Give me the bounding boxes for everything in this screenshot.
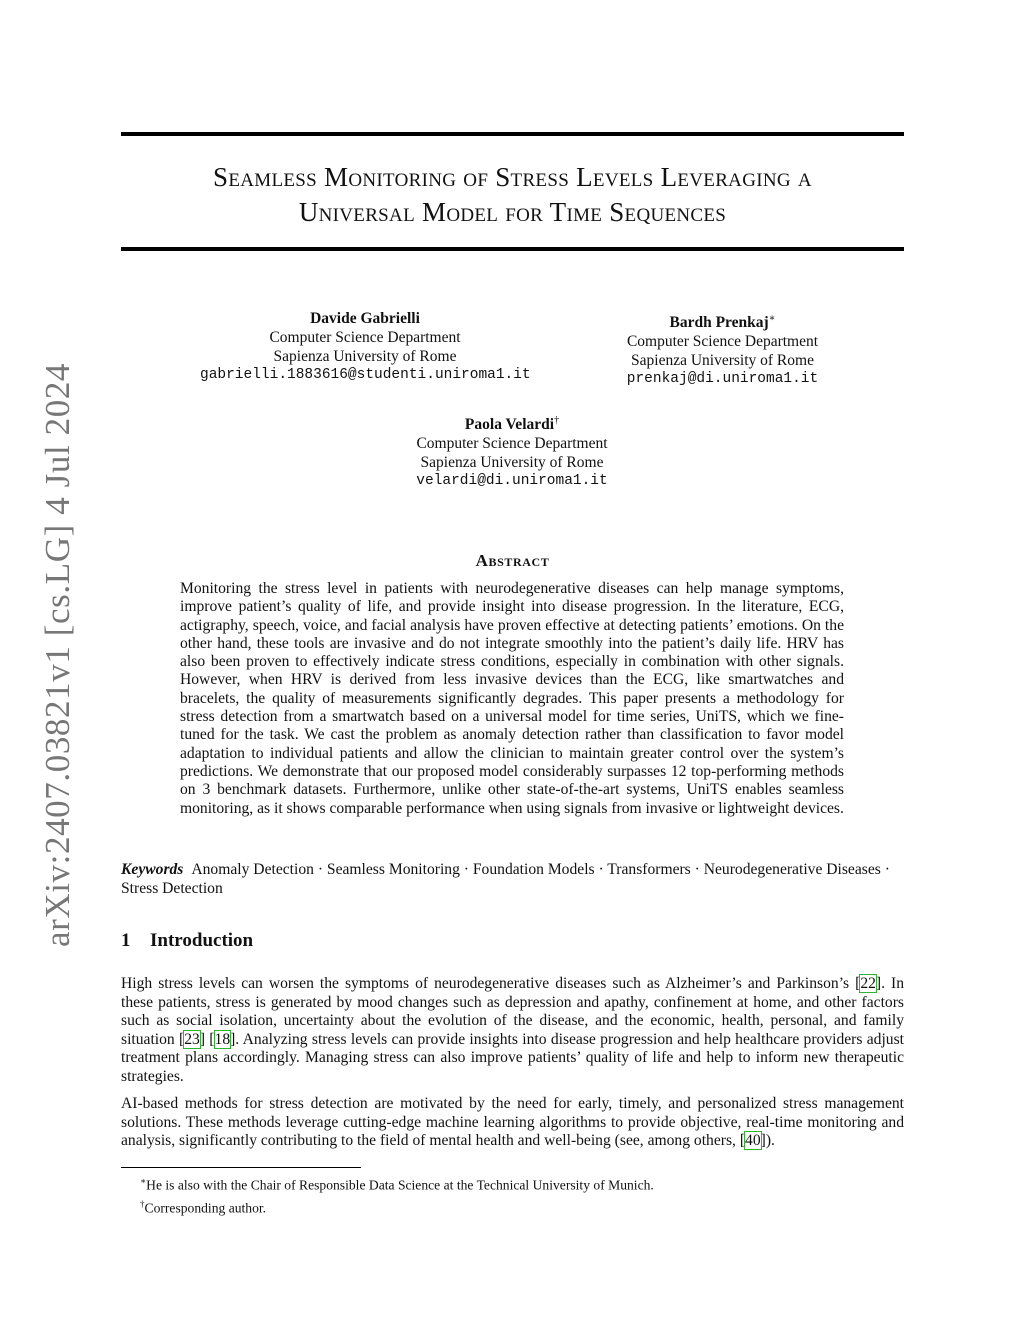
intro-paragraph-1: High stress levels can worsen the symptoms of neurodegenerative diseases such as Alzheimer’s and Parkinson’s [22]. In these patients, stress is generated by mood changes such as depression and apathy, confinement at home, and other factors such as social isolation, uncertainty about the evolution of the disease, and the economic, health, personal, and family situation [23] [18]. Analyzing stress levels can provide insights into disease progression and help healthcare providers adjust treatment plans accordingly. Managing stress can also improve patients’ quality of life and help to inform new therapeutic strategies. [121,975,905,1085]
title-line-1: Seamless Monitoring of Stress Levels Leveraging a [213,162,812,192]
section-title: Introduction [150,930,254,951]
citation-link[interactable]: 22 [860,975,876,992]
author-department: Computer Science Department [626,333,819,351]
citation-link[interactable]: 40 [745,1132,761,1150]
abstract-heading: Abstract [475,551,550,570]
arxiv-identifier: arXiv:2407.03821v1 [cs.LG] 4 Jul 2024 [38,362,77,948]
author-email[interactable]: gabrielli.1883616@studenti.uniroma1.it [200,367,531,383]
keywords-text: Anomaly Detection · Seamless Monitoring · Foundation Models · Transformers · Neurodegenerative Diseases · Stress Detection [121,861,890,897]
author-footnote-mark: ∗ [768,313,776,324]
author-name: Bardh Prenkaj∗ [669,313,776,332]
keywords-label: Keywords [121,861,184,878]
author-name: Davide Gabrielli [310,310,420,327]
author-university: Sapienza University of Rome [631,352,814,370]
citation-link[interactable]: 18 [214,1030,231,1048]
footnote: †Corresponding author. [140,1198,267,1216]
title-line-2: Universal Model for Time Sequences [298,197,727,227]
footnote-mark: ∗ [140,1176,147,1186]
author-footnote-mark: † [554,415,560,426]
author-university: Sapienza University of Rome [420,454,604,472]
title-bottom-rule [121,247,904,251]
author-email[interactable]: prenkaj@di.uniroma1.it [626,371,819,388]
section-number: 1 [121,930,131,951]
paper-title [121,160,904,230]
footnote: ∗He is also with the Chair of Responsible Data Science at the Technical University of Munich. [140,1176,654,1193]
keywords [121,860,904,898]
abstract-text: Monitoring the stress level in patients with neurodegenerative diseases can help manage symptoms, improve patient’s quality of life, and provide insight into disease progression. In the literature, ECG, actigraphy, speech, voice, and facial analysis have proven effective at detecting patients’ emotions. On the other hand, these tools are invasive and do not integrate smoothly into the patient’s daily life. HRV has also been proven to effectively indicate stress conditions, especially in combination with other signals. However, when HRV is derived from less invasive devices than the ECG, like smartwatches and bracelets, the quality of measurements significantly degrades. This paper presents a methodology for stress detection from a smartwatch based on a universal model for time series, UniTS, which we fine-tuned for the task. We cast the problem as anomaly detection rather than classification to favor model adaptation to individual patients and allow the clinician to maintain greater control over the system’s predictions. We demonstrate that our proposed model considerably surpasses 12 top-performing methods on 3 benchmark datasets. Furthermore, unlike other state-of-the-art systems, UniTS enables seamless monitoring, as it shows comparable performance when using signals from invasive or lightweight devices. [180,580,844,817]
author-block-3 [390,411,634,491]
author-email[interactable]: velardi@di.uniroma1.it [416,473,608,490]
author-name: Paola Velardi† [464,415,560,434]
author-department: Computer Science Department [416,435,608,453]
author-block-1 [200,309,530,385]
footnote-mark: † [140,1198,145,1209]
intro-paragraph-2: AI-based methods for stress detection are motivated by the need for early, timely, and personalized stress management solutions. These methods leverage cutting-edge machine learning algorithms to provide objective, real-time monitoring and analysis, significantly contributing to the field of mental health and well-being (see, among others, [40]). [121,1095,904,1150]
author-university: Sapienza University of Rome [273,348,457,365]
footnote-rule [121,1167,361,1168]
section-heading [121,930,253,952]
author-block-2 [600,309,845,389]
footnotes [140,1172,654,1217]
title-top-rule [121,132,904,136]
citation-link[interactable]: 23 [184,1030,200,1048]
author-department: Computer Science Department [269,329,461,346]
